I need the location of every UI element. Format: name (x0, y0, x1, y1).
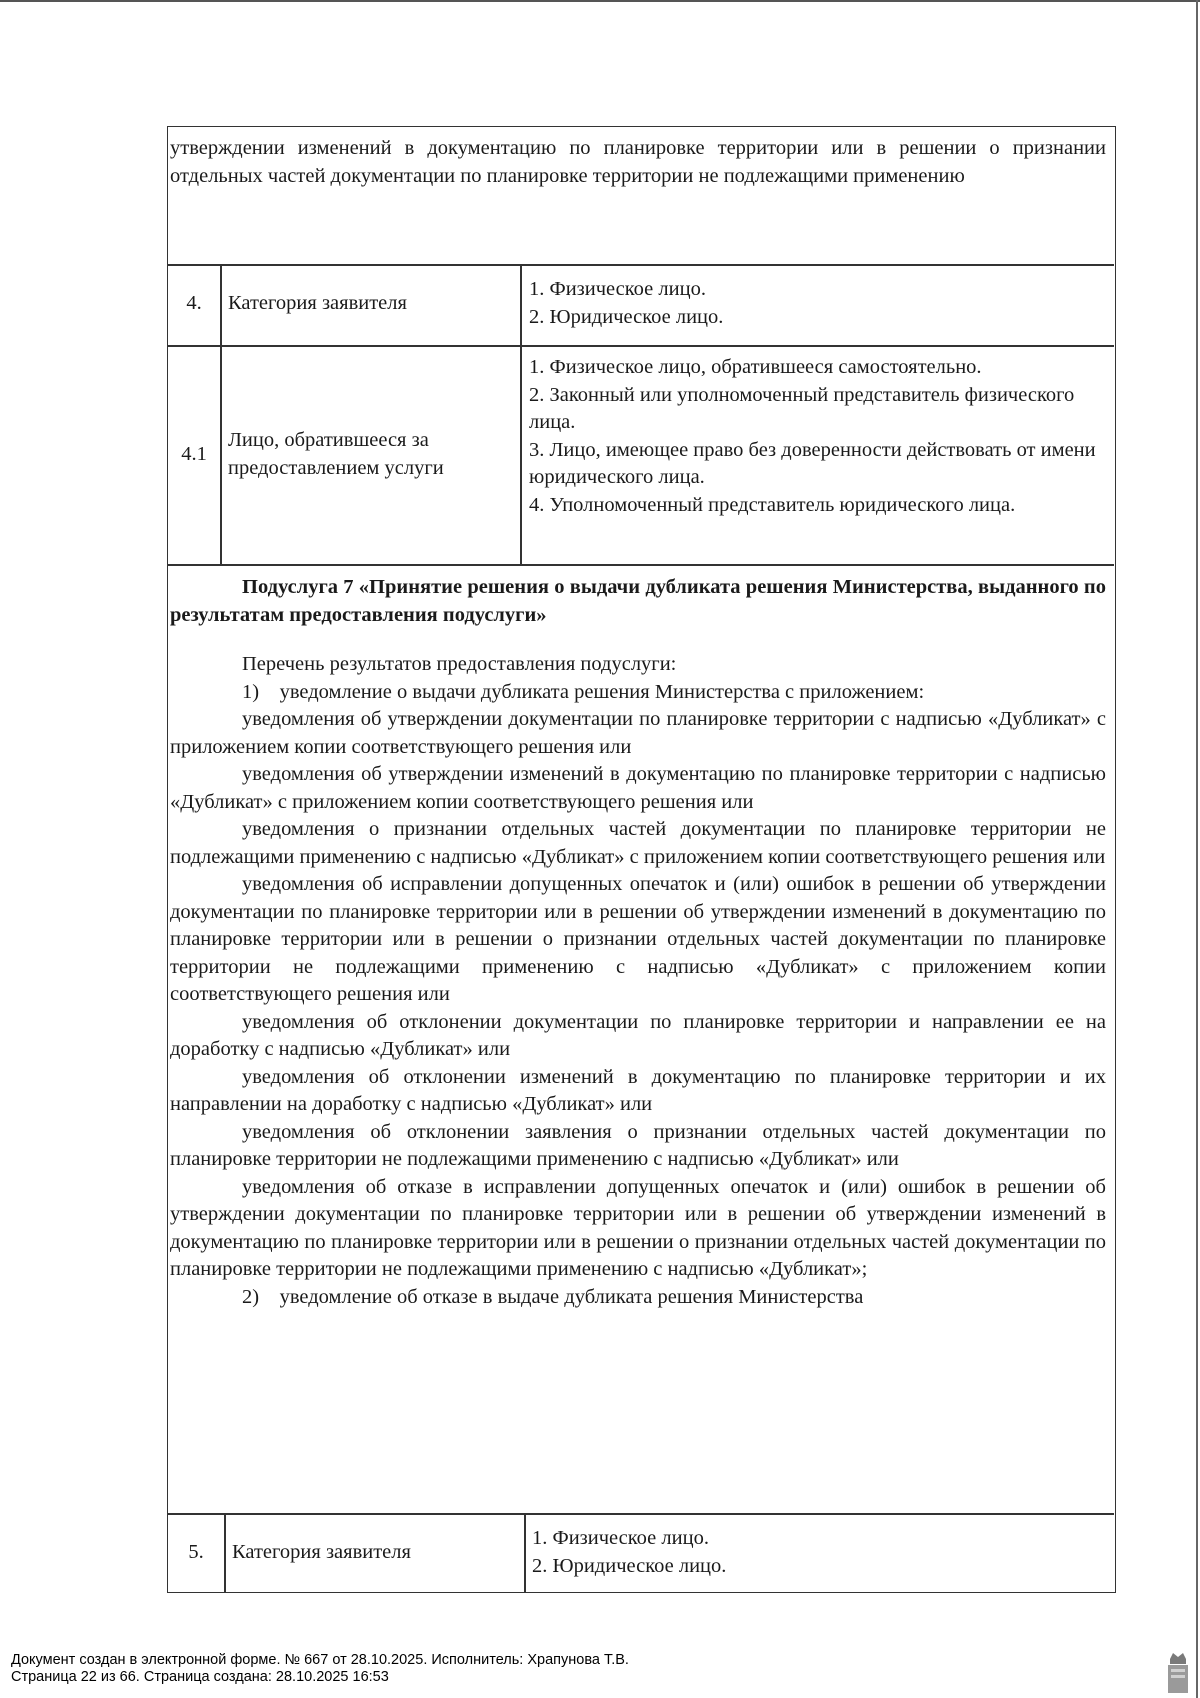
row-4-label: Категория заявителя (228, 292, 407, 314)
footer-line-1: Документ создан в электронной форме. № 667 от 28.10.2025. Исполнитель: Храпунова Т.В. (11, 1652, 629, 1668)
row-4-1-number: 4.1 (181, 443, 207, 465)
row-4-1-value-2: 2. Законный или уполномоченный представитель физического лица. (529, 383, 1075, 433)
row-4-number: 4. (186, 292, 202, 314)
row-4-value-2: 2. Юридическое лицо. (529, 305, 724, 328)
row-4-1-value-4: 4. Уполномоченный представитель юридического лица. (529, 493, 1016, 516)
document-stamp-icon (1165, 1651, 1191, 1693)
top-paragraph: утверждении изменений в документацию по планировке территории или в решении о признании отдельных частей документации по планировке территории не подлежащими применению (170, 137, 1106, 187)
row-4-label-cell (222, 266, 520, 345)
footer-line-2: Страница 22 из 66. Страница создана: 28.10.2025 16:53 (11, 1669, 389, 1685)
table-a-col-divider-2 (520, 264, 522, 565)
document-table (167, 126, 1116, 1593)
page-footer (11, 1652, 629, 1686)
scan-border-right (1196, 0, 1198, 1698)
row-5-values-cell (526, 1515, 1114, 1591)
scan-border-top (0, 0, 1200, 2)
row-4-1-value-1: 1. Физическое лицо, обратившееся самостоятельно. (529, 356, 982, 378)
notice-5: уведомления об отклонении документации по планировке территории и направлении ее на доработку с надписью «Дубликат» или (170, 1010, 1106, 1060)
notice-4: уведомления об исправлении допущенных опечаток и (или) ошибок в решении об утверждении документации по планировке территории или в решении об утверждении изменений в документацию по планировке территории или в решении о признании отдельных частей документации по планировке территории не подлежащими применению с надписью «Дубликат» с приложением копии соответствующего решения или (170, 873, 1106, 1005)
results-heading: Перечень результатов предоставления подуслуги: (242, 653, 677, 675)
result-item-1: 1) уведомление о выдачи дубликата решения Министерства с приложением: (242, 680, 925, 703)
row-4-1-label-cell (222, 347, 520, 564)
divider-after-table-a (168, 564, 1114, 566)
result-item-2: 2) уведомление об отказе в выдаче дубликата решения Министерства (242, 1285, 864, 1308)
notice-6: уведомления об отклонении изменений в документацию по планировке территории и их направлении на доработку с надписью «Дубликат» или (170, 1065, 1106, 1115)
row-5-label: Категория заявителя (232, 1541, 411, 1563)
table-a-col-divider-1 (220, 264, 222, 565)
subservice-title: Подуслуга 7 «Принятие решения о выдачи дубликата решения Министерства, выданного по результатам предоставления подуслуги» (170, 576, 1106, 626)
row-4-1-values-cell (522, 347, 1114, 564)
row-4-values-cell (522, 266, 1114, 345)
row-5-number: 5. (188, 1541, 204, 1563)
row-5-value-2: 2. Юридическое лицо. (532, 1554, 727, 1577)
row-5-label-cell (226, 1515, 524, 1591)
row-5-number-cell (168, 1515, 224, 1591)
row-4-1-label: Лицо, обратившееся за предоставлением услуги (228, 429, 444, 479)
notice-2: уведомления об утверждении изменений в документацию по планировке территории с надписью «Дубликат» с приложением копии соответствующего решения или (170, 763, 1106, 813)
row-4-number-cell (168, 266, 220, 345)
subservice-section (168, 574, 1114, 1311)
notice-3: уведомления о признании отдельных частей документации по планировке территории не подлежащими применению с надписью «Дубликат» с приложением копии соответствующего решения или (170, 818, 1106, 868)
row-4-1-value-3: 3. Лицо, имеющее право без доверенности действовать от имени юридического лица. (529, 438, 1096, 488)
notice-7: уведомления об отклонении заявления о признании отдельных частей документации по планировке территории не подлежащими применению с надписью «Дубликат» или (170, 1120, 1106, 1170)
row-4-value-1: 1. Физическое лицо. (529, 278, 706, 300)
top-section (168, 135, 1114, 190)
row-4-1-number-cell (168, 347, 220, 564)
notice-1: уведомления об утверждении документации по планировке территории с надписью «Дубликат» с приложением копии соответствующего решения или (170, 708, 1106, 758)
row-5-value-1: 1. Физическое лицо. (532, 1527, 709, 1549)
notice-8: уведомления об отказе в исправлении допущенных опечаток и (или) ошибок в решении об утверждении документации по планировке территории или в решении об утверждении изменений в документацию по планировке территории или в решении о признании отдельных частей документации по планировке территории не подлежащими применению с надписью «Дубликат»; (170, 1175, 1106, 1280)
